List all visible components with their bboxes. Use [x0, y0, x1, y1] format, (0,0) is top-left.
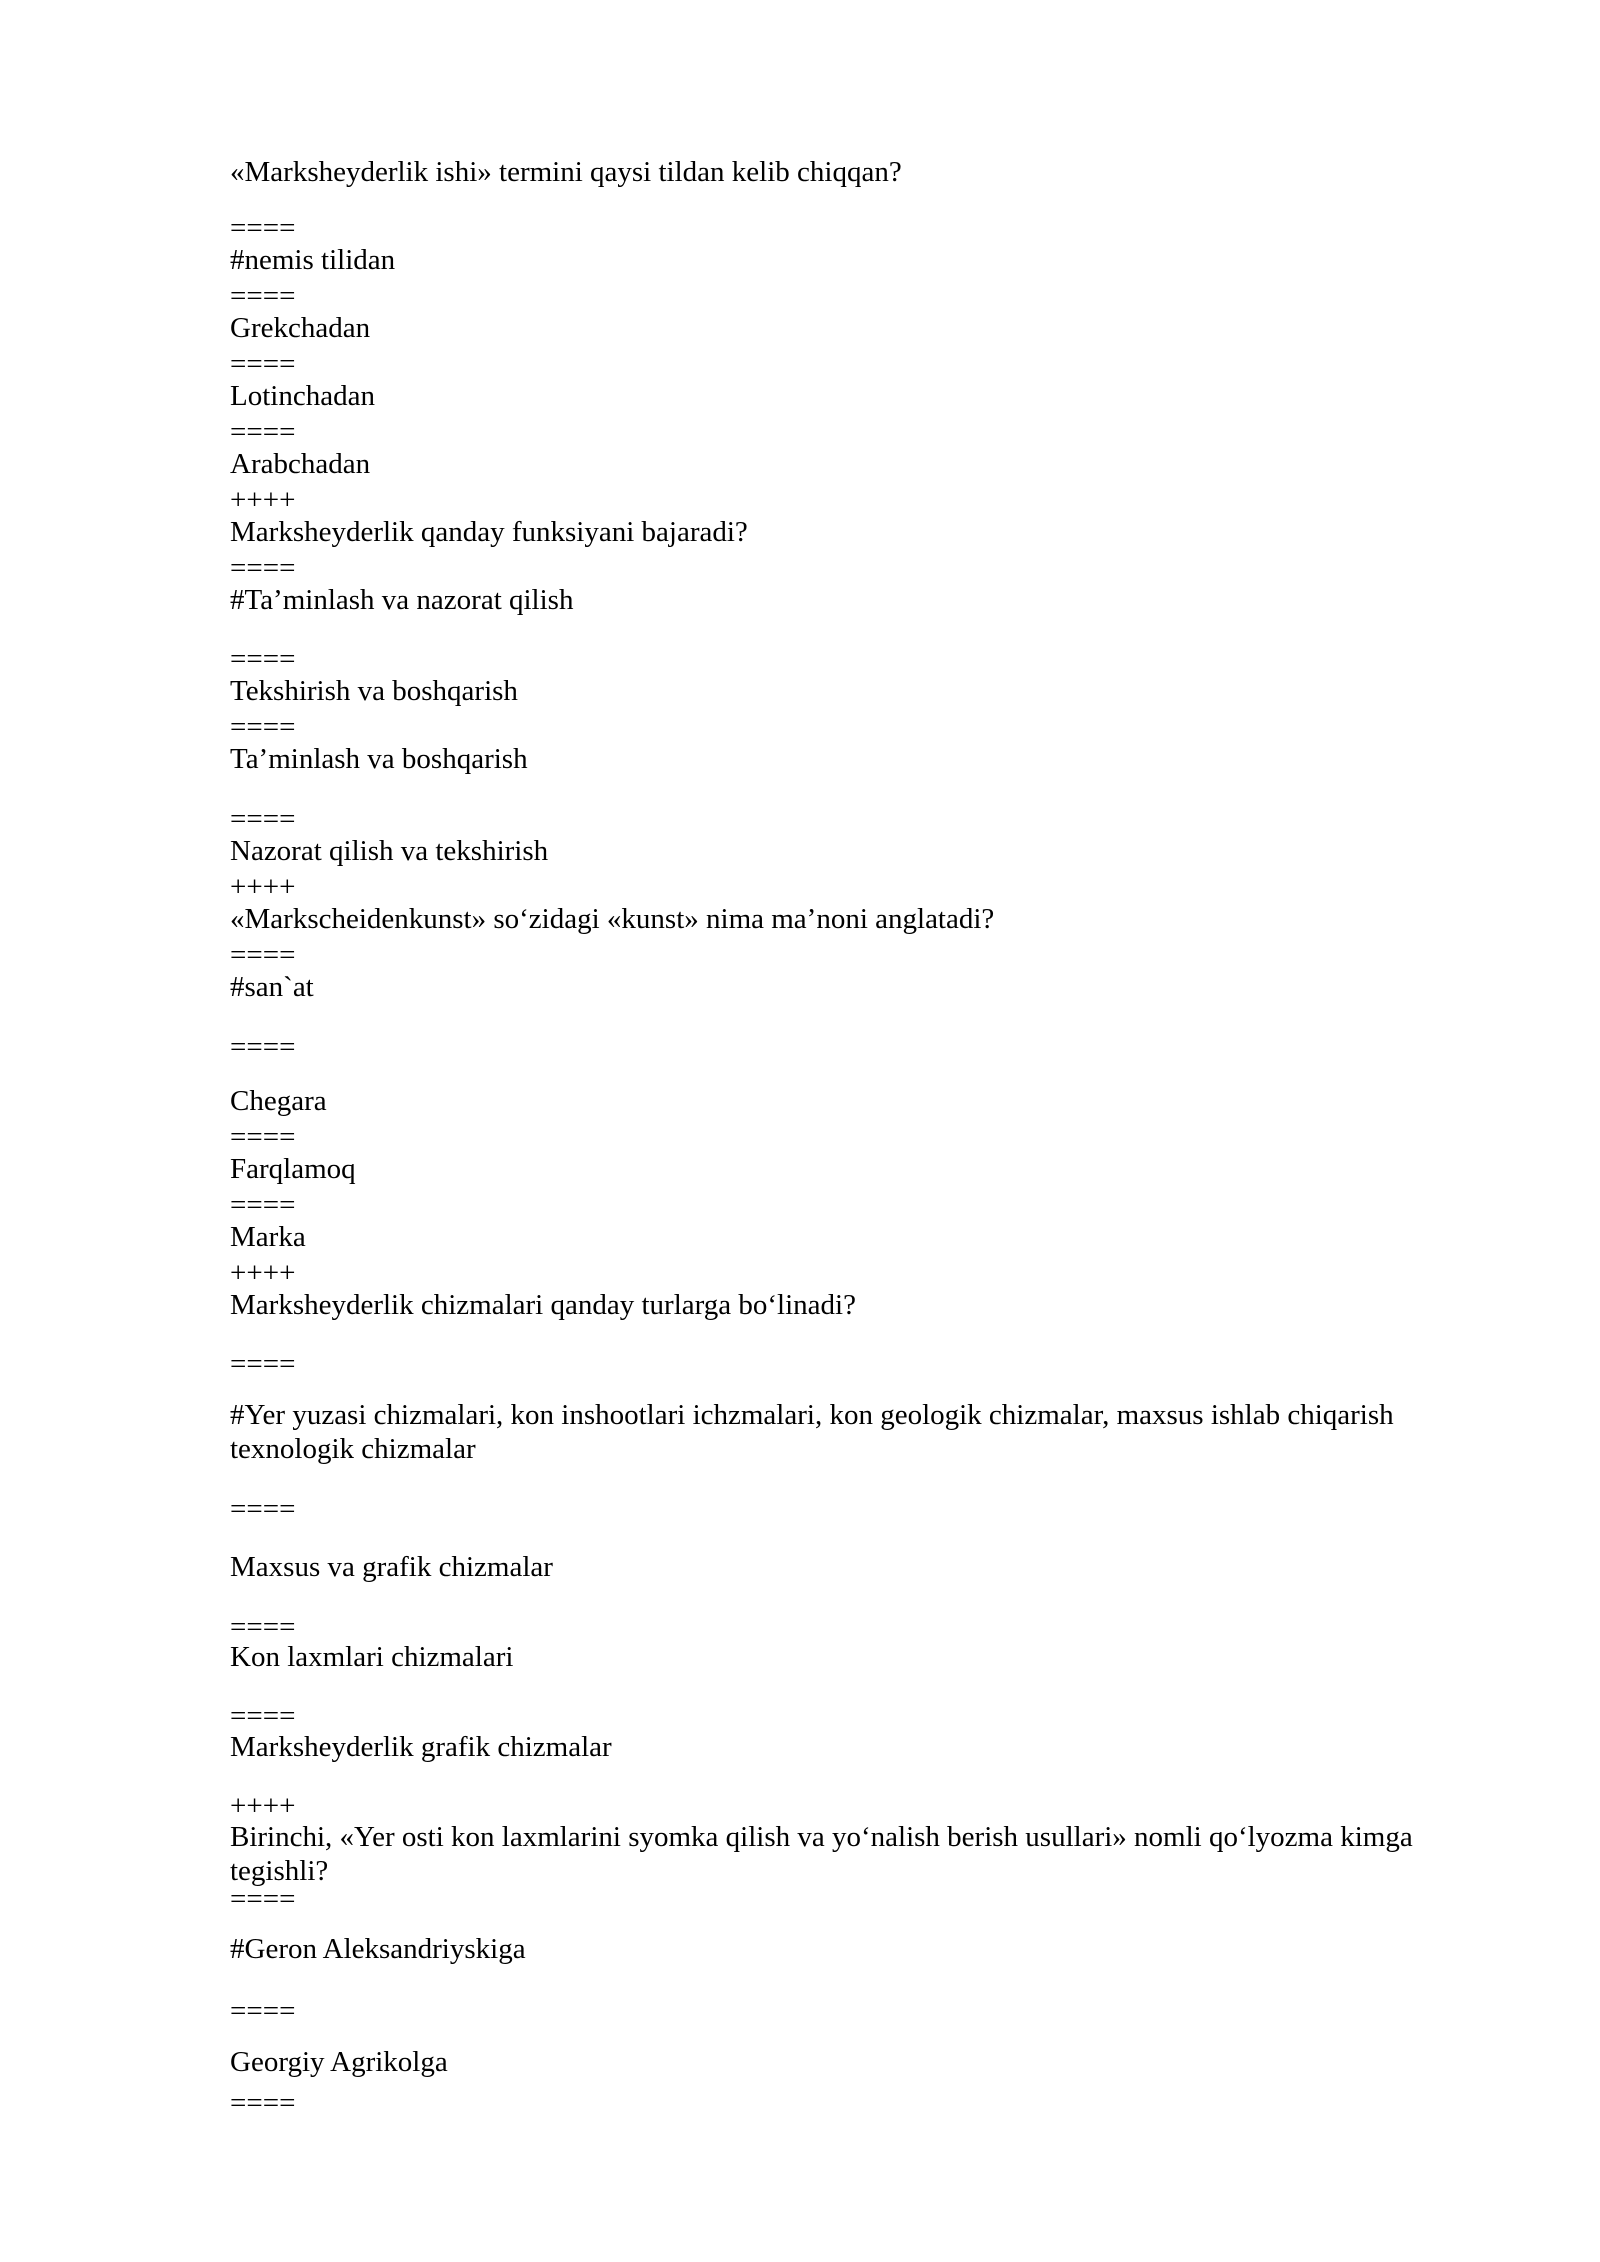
answer-line: Farqlamoq	[230, 1153, 356, 1185]
answer-correct-line: #nemis tilidan	[230, 244, 396, 276]
separator-line: ====	[230, 1189, 296, 1221]
answer-correct-line: #san`at	[230, 971, 314, 1003]
answer-line: Kon laxmlari chizmalari	[230, 1641, 514, 1673]
question-line: Birinchi, «Yer osti kon laxmlarini syomka qilish va yo‘nalish berish usullari» nomli qo‘lyozma kimga tegishli?	[230, 1821, 1413, 1887]
separator-line: ====	[230, 348, 296, 380]
question-break-line: ++++	[230, 1257, 296, 1289]
answer-correct-line: #Geron Aleksandriyskiga	[230, 1933, 526, 1965]
separator-line: ====	[230, 643, 296, 675]
separator-line: ====	[230, 280, 296, 312]
answer-correct-line: #Ta’minlash va nazorat qilish	[230, 584, 574, 616]
question-break-line: ++++	[230, 1790, 296, 1822]
separator-line: ====	[230, 711, 296, 743]
separator-line: ====	[230, 552, 296, 584]
separator-line: ====	[230, 1700, 296, 1732]
answer-line: Tekshirish va boshqarish	[230, 675, 518, 707]
separator-line: ====	[230, 416, 296, 448]
separator-line: ====	[230, 1995, 296, 2027]
separator-line: ====	[230, 1493, 296, 1525]
answer-line: Marka	[230, 1221, 306, 1253]
separator-line: ====	[230, 212, 296, 244]
question-line: «Marksheyderlik ishi» termini qaysi tildan kelib chiqqan?	[230, 156, 902, 188]
question-break-line: ++++	[230, 871, 296, 903]
separator-line: ====	[230, 1348, 296, 1380]
answer-line: Maxsus va grafik chizmalar	[230, 1551, 553, 1583]
answer-line: Grekchadan	[230, 312, 371, 344]
separator-line: ====	[230, 2087, 296, 2119]
question-line: Marksheyderlik qanday funksiyani bajaradi?	[230, 516, 748, 548]
answer-line: Chegara	[230, 1085, 327, 1117]
answer-line: Lotinchadan	[230, 380, 375, 412]
separator-line: ====	[230, 1031, 296, 1063]
separator-line: ====	[230, 803, 296, 835]
separator-line: ====	[230, 939, 296, 971]
separator-line: ====	[230, 1121, 296, 1153]
separator-line: ====	[230, 1883, 296, 1915]
answer-line: Georgiy Agrikolga	[230, 2046, 448, 2078]
question-line: Marksheyderlik chizmalari qanday turlarga bo‘linadi?	[230, 1289, 856, 1321]
separator-line: ====	[230, 1611, 296, 1643]
answer-line: Ta’minlash va boshqarish	[230, 743, 528, 775]
answer-line: Nazorat qilish va tekshirish	[230, 835, 549, 867]
answer-line: Arabchadan	[230, 448, 371, 480]
answer-line: Marksheyderlik grafik chizmalar	[230, 1731, 612, 1763]
answer-correct-line: #Yer yuzasi chizmalari, kon inshootlari ichzmalari, kon geologik chizmalar, maxsus ishlab chiqarish texnologik chizmalar	[230, 1399, 1394, 1465]
question-break-line: ++++	[230, 484, 296, 516]
question-line: «Markscheidenkunst» so‘zidagi «kunst» nima ma’noni anglatadi?	[230, 903, 995, 935]
